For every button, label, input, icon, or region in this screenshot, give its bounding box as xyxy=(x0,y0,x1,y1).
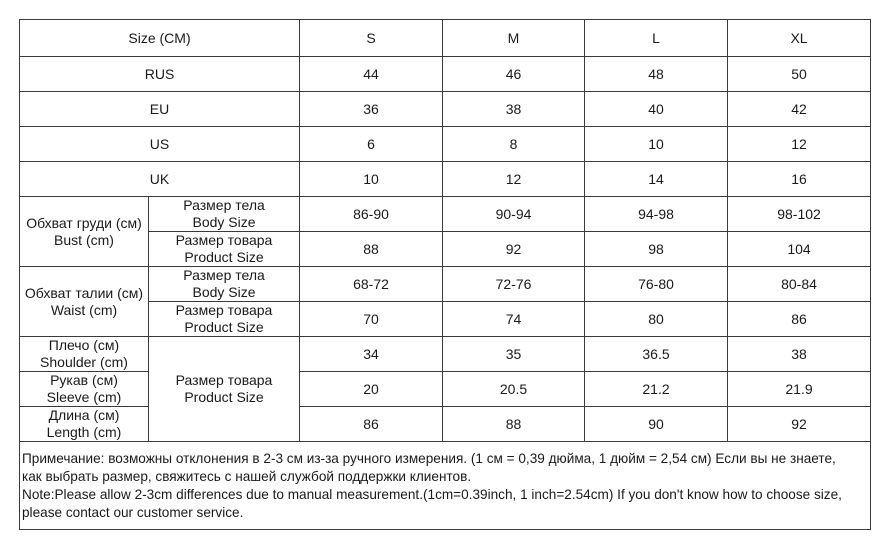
table-cell: 21.9 xyxy=(728,372,871,407)
table-cell: 86 xyxy=(300,407,443,442)
table-cell: 98 xyxy=(585,232,728,267)
table-cell: 90-94 xyxy=(443,197,585,232)
table-cell: 70 xyxy=(300,302,443,337)
size-m-header: M xyxy=(443,20,585,57)
body-size-en: Body Size xyxy=(192,284,256,300)
sleeve-label-en: Sleeve (cm) xyxy=(46,389,122,405)
table-cell: 86 xyxy=(728,302,871,337)
length-row xyxy=(20,407,871,442)
size-chart-table xyxy=(19,19,871,530)
product-size-en: Product Size xyxy=(184,319,264,335)
product-size-ru: Размер товара xyxy=(175,232,273,248)
row-label: EU xyxy=(20,92,300,127)
table-cell: 34 xyxy=(300,337,443,372)
size-l-header: L xyxy=(585,20,728,57)
length-label-en: Length (cm) xyxy=(46,424,122,440)
table-cell: 20.5 xyxy=(443,372,585,407)
header-row xyxy=(20,20,871,57)
note-line: please contact our customer service. xyxy=(22,504,244,520)
table-cell: 104 xyxy=(728,232,871,267)
row-label: RUS xyxy=(20,57,300,92)
table-cell: 10 xyxy=(585,127,728,162)
sleeve-label-ru: Рукав (см) xyxy=(50,372,118,388)
product-size-label xyxy=(149,232,300,267)
size-xl-header: XL xyxy=(728,20,871,57)
product-size-ru: Размер товара xyxy=(175,372,273,388)
header-label: Size (CM) xyxy=(20,20,300,57)
table-cell: 50 xyxy=(728,57,871,92)
body-size-label xyxy=(149,197,300,232)
bust-label-ru: Обхват груди (см) xyxy=(26,214,142,231)
table-cell: 42 xyxy=(728,92,871,127)
sleeve-row xyxy=(20,372,871,407)
table-cell: 16 xyxy=(728,162,871,197)
table-cell: 46 xyxy=(443,57,585,92)
body-size-ru: Размер тела xyxy=(183,197,265,213)
table-cell: 92 xyxy=(443,232,585,267)
table-cell: 38 xyxy=(443,92,585,127)
table-cell: 68-72 xyxy=(300,267,443,302)
table-cell: 98-102 xyxy=(728,197,871,232)
shoulder-label-en: Shoulder (cm) xyxy=(40,354,128,370)
table-cell: 76-80 xyxy=(585,267,728,302)
length-label xyxy=(20,407,149,442)
table-cell: 12 xyxy=(728,127,871,162)
table-cell: 94-98 xyxy=(585,197,728,232)
product-size-ru: Размер товара xyxy=(175,302,273,318)
body-size-label xyxy=(149,267,300,302)
note-row xyxy=(20,442,871,530)
eu-row xyxy=(20,92,871,127)
bust-label-en: Bust (cm) xyxy=(54,231,114,248)
sleeve-label xyxy=(20,372,149,407)
bust-label xyxy=(20,197,149,267)
table-cell: 92 xyxy=(728,407,871,442)
table-cell: 12 xyxy=(443,162,585,197)
product-size-label xyxy=(149,302,300,337)
note-line: как выбрать размер, свяжитесь с нашей службой поддержки клиентов. xyxy=(22,468,472,484)
waist-body-row xyxy=(20,267,871,302)
table-cell: 36 xyxy=(300,92,443,127)
table-cell: 48 xyxy=(585,57,728,92)
bust-body-row xyxy=(20,197,871,232)
table-cell: 10 xyxy=(300,162,443,197)
table-cell: 80 xyxy=(585,302,728,337)
product-size-en: Product Size xyxy=(184,389,264,405)
row-label: UK xyxy=(20,162,300,197)
table-cell: 44 xyxy=(300,57,443,92)
note-line: Примечание: возможны отклонения в 2-3 см из-за ручного измерения. (1 см = 0,39 дюйма, 1 дюйм = 2,54 см) Если вы не знаете, xyxy=(22,450,836,466)
table-cell: 20 xyxy=(300,372,443,407)
table-cell: 72-76 xyxy=(443,267,585,302)
waist-label-en: Waist (cm) xyxy=(50,301,118,318)
table-cell: 88 xyxy=(443,407,585,442)
measurement-note xyxy=(20,442,871,530)
row-label: US xyxy=(20,127,300,162)
shoulder-row xyxy=(20,337,871,372)
rus-row xyxy=(20,57,871,92)
length-label-ru: Длина (см) xyxy=(48,407,120,423)
table-cell: 40 xyxy=(585,92,728,127)
body-size-en: Body Size xyxy=(192,214,256,230)
table-cell: 74 xyxy=(443,302,585,337)
table-cell: 6 xyxy=(300,127,443,162)
table-cell: 80-84 xyxy=(728,267,871,302)
note-line: Note:Please allow 2-3cm differences due to manual measurement.(1cm=0.39inch, 1 inch=2.54cm) If you don't know how to choose size, xyxy=(22,486,842,502)
table-cell: 90 xyxy=(585,407,728,442)
product-size-group-label xyxy=(149,337,300,442)
waist-label xyxy=(20,267,149,337)
table-cell: 86-90 xyxy=(300,197,443,232)
table-cell: 88 xyxy=(300,232,443,267)
table-cell: 35 xyxy=(443,337,585,372)
table-cell: 36.5 xyxy=(585,337,728,372)
shoulder-label xyxy=(20,337,149,372)
body-size-ru: Размер тела xyxy=(183,267,265,283)
table-cell: 14 xyxy=(585,162,728,197)
table-cell: 21.2 xyxy=(585,372,728,407)
waist-label-ru: Обхват талии (см) xyxy=(24,284,144,301)
size-s-header: S xyxy=(300,20,443,57)
uk-row xyxy=(20,162,871,197)
table-cell: 8 xyxy=(443,127,585,162)
us-row xyxy=(20,127,871,162)
shoulder-label-ru: Плечо (см) xyxy=(48,337,120,353)
table-cell: 38 xyxy=(728,337,871,372)
product-size-en: Product Size xyxy=(184,249,264,265)
